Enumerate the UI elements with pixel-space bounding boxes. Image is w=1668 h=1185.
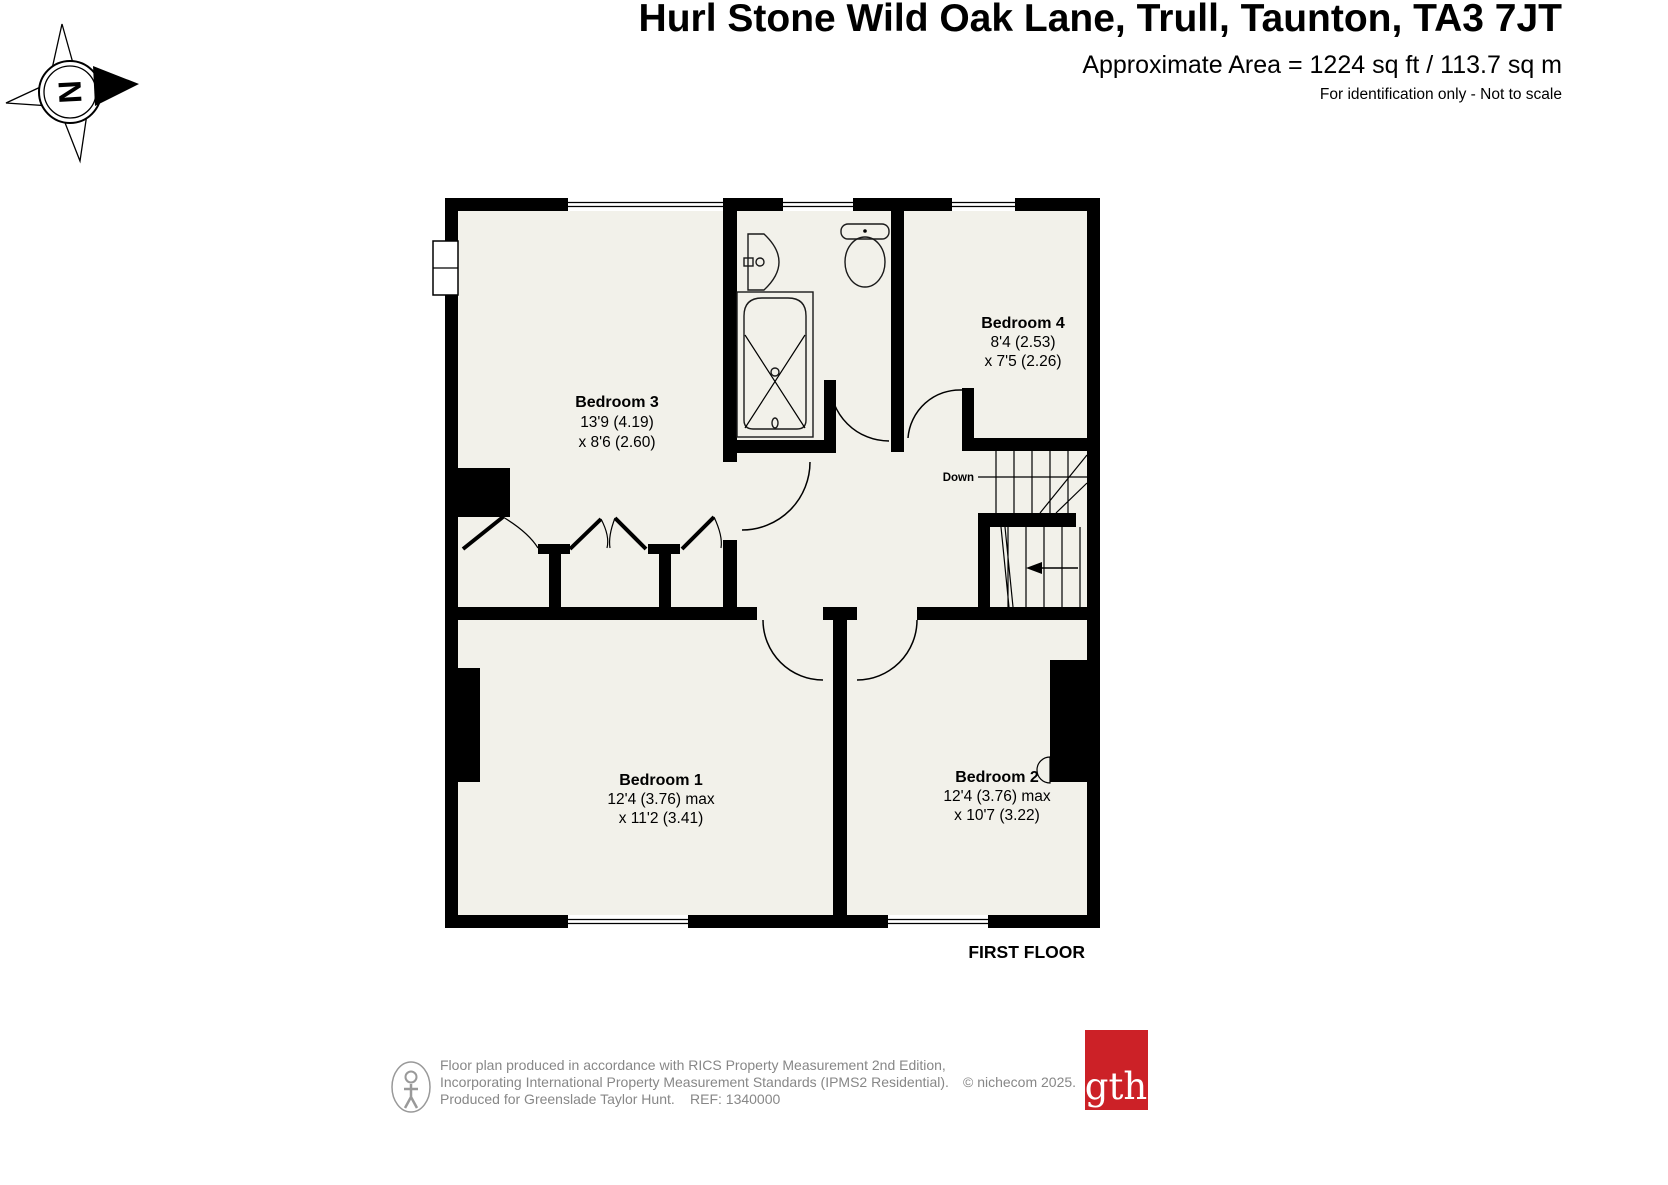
disclaimer-label: For identification only - Not to scale [1319, 86, 1562, 103]
footer [392, 1030, 1148, 1112]
gth-logo [1085, 1030, 1148, 1110]
bedroom4-name: Bedroom 4 [981, 315, 1065, 332]
first-floor-label: FIRST FLOOR [968, 942, 1085, 962]
bedroom4-label [981, 315, 1065, 370]
bedroom3-dim2: x 8'6 (2.60) [578, 434, 656, 451]
bedroom1-name: Bedroom 1 [619, 772, 703, 789]
bedroom3-dim1: 13'9 (4.19) [580, 414, 654, 431]
page-title: Hurl Stone Wild Oak Lane, Trull, Taunton, TA3 7JT [638, 0, 1562, 40]
nichecom-copyright: © nichecom 2025. [963, 1074, 1077, 1090]
bedroom4-dim1: 8'4 (2.53) [990, 334, 1056, 351]
area-label: Approximate Area = 1224 sq ft / 113.7 sq m [1082, 51, 1562, 79]
footer-line3: Produced for Greenslade Taylor Hunt. [440, 1091, 675, 1107]
gth-logo-text: gth [1084, 1065, 1148, 1108]
person-icon [392, 1062, 430, 1112]
bedroom2-dim2: x 10'7 (3.22) [954, 807, 1040, 824]
bedroom3-label [575, 394, 659, 451]
bedroom2-dim1: 12'4 (3.76) max [943, 788, 1051, 805]
left-window [433, 241, 458, 295]
footer-line2: Incorporating International Property Measurement Standards (IPMS2 Residential). [440, 1074, 949, 1090]
footer-ref: REF: 1340000 [690, 1091, 781, 1107]
floor-plan [433, 198, 1100, 928]
north-compass [6, 24, 139, 161]
compass-needle [93, 66, 139, 106]
bedroom1-dim2: x 11'2 (3.41) [618, 810, 704, 827]
compass-north-letter: N [51, 79, 89, 105]
bedroom2-label [943, 769, 1050, 824]
bedroom1-label [607, 772, 714, 827]
footer-line1: Floor plan produced in accordance with RICS Property Measurement 2nd Edition, [440, 1057, 946, 1073]
bedroom2-name: Bedroom 2 [955, 769, 1039, 786]
down-label: Down [942, 472, 974, 484]
bedroom4-dim2: x 7'5 (2.26) [984, 353, 1062, 370]
bedroom3-name: Bedroom 3 [575, 394, 659, 411]
bedroom1-dim1: 12'4 (3.76) max [607, 791, 715, 808]
